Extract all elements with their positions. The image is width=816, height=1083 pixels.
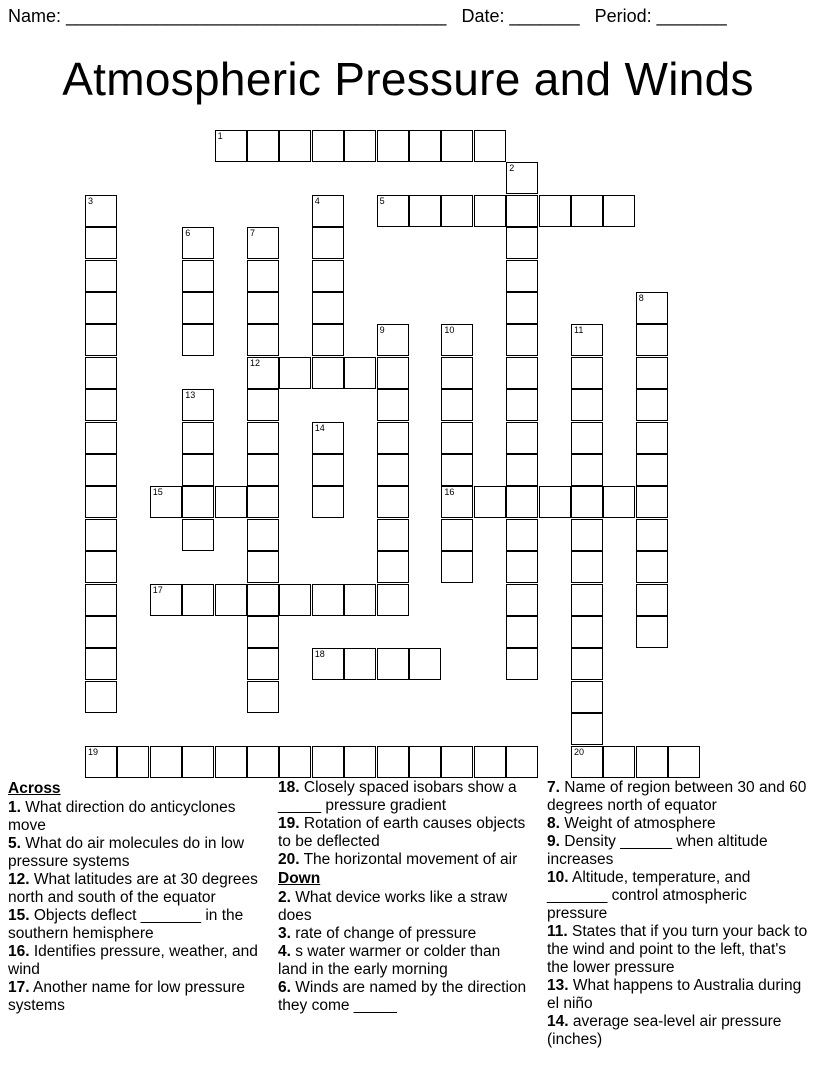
crossword-cell[interactable] [85, 681, 117, 713]
crossword-cell[interactable] [377, 519, 409, 551]
crossword-cell[interactable] [182, 584, 214, 616]
clue-item-number: 5. [8, 835, 21, 852]
crossword-cell[interactable] [474, 746, 506, 778]
crossword-cell[interactable] [247, 389, 279, 421]
clue-number: 1 [217, 131, 223, 141]
clue-number: 10 [444, 325, 455, 336]
crossword-cell[interactable] [377, 746, 409, 778]
crossword-cell[interactable] [312, 260, 344, 292]
clue-item-text: Rotation of earth causes objects to be deflected [278, 815, 526, 850]
crossword-cell[interactable] [150, 746, 182, 778]
crossword-cell[interactable] [377, 324, 409, 356]
clue-item-text: Altitude, temperature, and _______ control atmospheric pressure [547, 869, 751, 922]
crossword-cell[interactable] [247, 681, 279, 713]
clue-item [547, 833, 809, 869]
clue-number: 12 [250, 357, 261, 368]
crossword-cell[interactable] [279, 357, 311, 389]
crossword-cell[interactable] [279, 746, 311, 778]
name-label: Name: [8, 6, 62, 26]
crossword-cell[interactable] [344, 746, 376, 778]
crossword-cell[interactable] [279, 584, 311, 616]
crossword-cell[interactable] [117, 746, 149, 778]
crossword-cell[interactable] [441, 324, 473, 356]
crossword-cell[interactable] [247, 648, 279, 680]
crossword-cell[interactable] [247, 616, 279, 648]
crossword-cell[interactable] [506, 162, 538, 194]
crossword-cell[interactable] [182, 227, 214, 259]
crossword-cell[interactable] [182, 422, 214, 454]
clue-item [547, 869, 809, 923]
crossword-cell[interactable] [377, 648, 409, 680]
crossword-cell[interactable] [344, 130, 376, 162]
clue-item-text: What latitudes are at 30 degrees north and south of the equator [8, 871, 258, 906]
crossword-cell[interactable] [312, 130, 344, 162]
crossword-cell[interactable] [506, 486, 538, 518]
crossword-cell[interactable] [539, 195, 571, 227]
crossword-cell[interactable] [571, 486, 603, 518]
crossword-cell[interactable] [85, 584, 117, 616]
crossword-cell[interactable] [182, 292, 214, 324]
crossword-cell[interactable] [441, 195, 473, 227]
crossword-cell[interactable] [441, 357, 473, 389]
clue-item-number: 9. [547, 833, 560, 850]
clue-number: 11 [574, 325, 584, 336]
crossword-cell[interactable] [571, 422, 603, 454]
clue-number: 6 [185, 228, 191, 239]
clue-item [278, 925, 533, 943]
crossword-cell[interactable] [668, 746, 700, 778]
crossword-cell[interactable] [441, 130, 473, 162]
clue-item-text: What happens to Australia during el niño [547, 977, 802, 1012]
crossword-cell[interactable] [409, 195, 441, 227]
clue-number: 20 [574, 746, 585, 757]
crossword-cell[interactable] [506, 324, 538, 356]
crossword-cell[interactable] [603, 195, 635, 227]
crossword-cell[interactable] [85, 616, 117, 648]
crossword-cell[interactable] [409, 648, 441, 680]
crossword-cell[interactable] [312, 584, 344, 616]
crossword-cell[interactable] [506, 454, 538, 486]
crossword-cell[interactable] [215, 584, 247, 616]
clue-item [547, 1013, 809, 1049]
clue-item-number: 8. [547, 815, 560, 832]
crossword-cell[interactable] [636, 454, 668, 486]
crossword-cell[interactable] [312, 454, 344, 486]
crossword-cell[interactable] [247, 584, 279, 616]
clue-item-number: 20. [278, 851, 300, 868]
clue-item-number: 16. [8, 943, 30, 960]
clue-number: 7 [250, 228, 256, 239]
crossword-cell[interactable] [441, 746, 473, 778]
clue-number: 3 [88, 195, 94, 206]
clue-number: 5 [379, 195, 385, 206]
period-label: Period: [594, 6, 652, 26]
crossword-cell[interactable] [441, 486, 473, 518]
clue-number: 9 [379, 325, 385, 336]
crossword-cell[interactable] [312, 357, 344, 389]
clue-number: 17 [152, 584, 163, 595]
clue-number: 14 [314, 422, 325, 433]
crossword-cell[interactable] [182, 389, 214, 421]
crossword-cell[interactable] [636, 616, 668, 648]
crossword-cell[interactable] [279, 130, 311, 162]
crossword-cell[interactable] [182, 454, 214, 486]
crossword-cell[interactable] [344, 648, 376, 680]
clues-across-column [8, 779, 263, 1015]
crossword-cell[interactable] [636, 486, 668, 518]
crossword-cell[interactable] [377, 195, 409, 227]
crossword-cell[interactable] [215, 486, 247, 518]
crossword-cell[interactable] [506, 389, 538, 421]
crossword-cell[interactable] [474, 130, 506, 162]
crossword-cell[interactable] [506, 260, 538, 292]
crossword-cell[interactable] [182, 486, 214, 518]
clue-item-text: What direction do anticyclones move [8, 799, 236, 834]
crossword-cell[interactable] [85, 357, 117, 389]
crossword-cell[interactable] [441, 422, 473, 454]
crossword-cell[interactable] [506, 292, 538, 324]
clue-item-number: 7. [547, 779, 560, 796]
clue-item [278, 943, 533, 979]
crossword-cell[interactable] [85, 648, 117, 680]
crossword-cell[interactable] [85, 324, 117, 356]
clue-number: 19 [88, 746, 99, 757]
clue-item-text: The horizontal movement of air [303, 851, 518, 868]
crossword-cell[interactable] [247, 357, 279, 389]
clue-item-number: 11. [547, 923, 568, 940]
clue-item [278, 889, 533, 925]
clue-item-number: 18. [278, 779, 300, 796]
clue-item [547, 779, 809, 815]
crossword-cell[interactable] [506, 616, 538, 648]
clue-item-text: Another name for low pressure systems [8, 979, 245, 1014]
clue-number: 15 [152, 487, 163, 498]
crossword-cell[interactable] [636, 324, 668, 356]
crossword-cell[interactable] [441, 454, 473, 486]
crossword-cell[interactable] [247, 746, 279, 778]
clue-item-text: s water warmer or colder than land in the early morning [278, 943, 501, 978]
down-clue-list [278, 889, 533, 1015]
crossword-cell[interactable] [85, 551, 117, 583]
crossword-cell[interactable] [377, 422, 409, 454]
crossword-cell[interactable] [85, 227, 117, 259]
clue-item [547, 977, 809, 1013]
crossword-cell[interactable] [506, 746, 538, 778]
crossword-cell[interactable] [85, 486, 117, 518]
clue-item-text: average sea-level air pressure (inches) [547, 1013, 782, 1048]
crossword-cell[interactable] [312, 486, 344, 518]
crossword-cell[interactable] [247, 422, 279, 454]
crossword-cell[interactable] [409, 130, 441, 162]
crossword-cell[interactable] [441, 519, 473, 551]
crossword-cell[interactable] [571, 713, 603, 745]
clue-item [278, 815, 533, 851]
crossword-cell[interactable] [539, 486, 571, 518]
clue-item-text: Winds are named by the direction they come _____ [278, 979, 527, 1014]
crossword-cell[interactable] [247, 454, 279, 486]
clue-item-number: 17. [8, 979, 30, 996]
crossword-cell[interactable] [247, 486, 279, 518]
crossword-cell[interactable] [85, 292, 117, 324]
crossword-cell[interactable] [571, 681, 603, 713]
clue-item-number: 3. [278, 925, 291, 942]
crossword-cell[interactable] [506, 519, 538, 551]
crossword-cell[interactable] [636, 422, 668, 454]
crossword-cell[interactable] [150, 486, 182, 518]
crossword-cell[interactable] [344, 357, 376, 389]
clue-item-text: Density ______ when altitude increases [547, 833, 768, 868]
clue-number: 8 [638, 293, 644, 303]
clue-item-text: What do air molecules do in low pressure systems [8, 835, 245, 870]
crossword-cell[interactable] [85, 389, 117, 421]
crossword-cell[interactable] [603, 746, 635, 778]
crossword-cell[interactable] [636, 551, 668, 583]
crossword-cell[interactable] [377, 130, 409, 162]
crossword-cell[interactable] [247, 130, 279, 162]
crossword-cell[interactable] [247, 551, 279, 583]
period-blank[interactable]: _______ [656, 6, 727, 26]
crossword-cell[interactable] [636, 389, 668, 421]
crossword-cell[interactable] [150, 584, 182, 616]
crossword-cell[interactable] [247, 260, 279, 292]
across-clue-list [8, 799, 263, 1015]
down-clue-list-continued [547, 779, 809, 1049]
clue-item [278, 779, 533, 815]
clue-item [8, 943, 263, 979]
crossword-cell[interactable] [506, 584, 538, 616]
across-clue-list-continued [278, 779, 533, 869]
crossword-cell[interactable] [215, 130, 247, 162]
crossword-cell[interactable] [506, 227, 538, 259]
page-title: Atmospheric Pressure and Winds [62, 53, 754, 105]
crossword-cell[interactable] [636, 519, 668, 551]
clue-item [278, 851, 533, 869]
clue-item [8, 835, 263, 871]
crossword-cell[interactable] [474, 195, 506, 227]
clue-item-text: Weight of atmosphere [564, 815, 716, 832]
crossword-cell[interactable] [85, 519, 117, 551]
crossword-cell[interactable] [85, 195, 117, 227]
clues-middle-column [278, 779, 533, 1015]
crossword-cell[interactable] [441, 389, 473, 421]
crossword-cell[interactable] [506, 357, 538, 389]
crossword-cell[interactable] [506, 648, 538, 680]
crossword-cell[interactable] [312, 292, 344, 324]
crossword-cell[interactable] [377, 551, 409, 583]
crossword-cell[interactable] [571, 195, 603, 227]
clue-item-number: 2. [278, 889, 291, 906]
clue-item-number: 4. [278, 943, 291, 960]
clue-item-text: Identifies pressure, weather, and wind [8, 943, 258, 978]
crossword-cell[interactable] [215, 746, 247, 778]
crossword-cell[interactable] [571, 519, 603, 551]
crossword-cell[interactable] [377, 357, 409, 389]
crossword-cell[interactable] [571, 357, 603, 389]
clue-item-text: Name of region between 30 and 60 degrees north of equator [547, 779, 807, 814]
date-label: Date: [461, 6, 505, 26]
clue-item [8, 979, 263, 1015]
crossword-cell[interactable] [247, 292, 279, 324]
crossword-cell[interactable] [636, 584, 668, 616]
clue-item-text: Objects deflect _______ in the southern hemisphere [8, 907, 244, 942]
crossword-cell[interactable] [377, 584, 409, 616]
crossword-cell[interactable] [182, 519, 214, 551]
crossword-cell[interactable] [85, 260, 117, 292]
clue-number: 4 [314, 195, 320, 206]
clue-item-number: 1. [8, 799, 21, 816]
crossword-cell[interactable] [312, 746, 344, 778]
crossword-cell[interactable] [506, 422, 538, 454]
clue-item [278, 979, 533, 1015]
across-heading: Across [8, 780, 61, 797]
clue-number: 18 [314, 649, 325, 660]
clue-item-text: States that if you turn your back to the wind and point to the left, that's the lower pressure [547, 923, 808, 976]
crossword-cell[interactable] [85, 422, 117, 454]
crossword-cell[interactable] [377, 454, 409, 486]
clues-down-column [547, 779, 809, 1049]
crossword-cell[interactable] [474, 486, 506, 518]
crossword-cell[interactable] [182, 260, 214, 292]
crossword-cell[interactable] [603, 486, 635, 518]
clue-item-number: 13. [547, 977, 569, 994]
crossword-cell[interactable] [571, 584, 603, 616]
crossword-cell[interactable] [571, 324, 603, 356]
crossword-cell[interactable] [312, 324, 344, 356]
crossword-cell[interactable] [636, 746, 668, 778]
clue-item [8, 799, 263, 835]
crossword-cell[interactable] [85, 746, 117, 778]
crossword-cell[interactable] [85, 454, 117, 486]
crossword-cell[interactable] [571, 551, 603, 583]
down-heading: Down [278, 870, 321, 887]
crossword-cell[interactable] [506, 551, 538, 583]
clue-number: 13 [185, 390, 196, 401]
clue-item-number: 12. [8, 871, 30, 888]
clue-item [8, 907, 263, 943]
clue-item-number: 6. [278, 979, 291, 996]
crossword-cell[interactable] [506, 195, 538, 227]
clue-item [547, 815, 809, 833]
crossword-cell[interactable] [377, 486, 409, 518]
date-blank[interactable]: _______ [509, 6, 580, 26]
crossword-cell[interactable] [377, 389, 409, 421]
crossword-cell[interactable] [571, 454, 603, 486]
clue-item [8, 871, 263, 907]
clue-item [547, 923, 809, 977]
crossword-cell[interactable] [441, 551, 473, 583]
clue-item-number: 15. [8, 907, 30, 924]
crossword-cell[interactable] [344, 584, 376, 616]
clue-number: 2 [509, 163, 515, 174]
crossword-cell[interactable] [571, 648, 603, 680]
crossword-cell[interactable] [312, 195, 344, 227]
clue-item-text: rate of change of pressure [295, 925, 477, 942]
clue-item-text: What device works like a straw does [278, 889, 508, 924]
clue-item-text: Closely spaced isobars show a _____ pressure gradient [278, 779, 517, 814]
crossword-cell[interactable] [247, 519, 279, 551]
student-info-header [8, 6, 727, 27]
clue-item-number: 14. [547, 1013, 569, 1030]
crossword-cell[interactable] [182, 324, 214, 356]
crossword-cell[interactable] [571, 746, 603, 778]
crossword-cell[interactable] [312, 648, 344, 680]
crossword-cell[interactable] [182, 746, 214, 778]
crossword-cell[interactable] [247, 324, 279, 356]
crossword-cell[interactable] [312, 227, 344, 259]
crossword-cell[interactable] [312, 422, 344, 454]
crossword-cell[interactable] [636, 292, 668, 324]
crossword-cell[interactable] [409, 746, 441, 778]
crossword-cell[interactable] [571, 389, 603, 421]
clue-item-number: 10. [547, 869, 569, 886]
crossword-cell[interactable] [571, 616, 603, 648]
clue-number: 16 [444, 487, 455, 498]
name-blank[interactable]: ______________________________________ [66, 6, 447, 26]
crossword-cell[interactable] [636, 357, 668, 389]
clue-item-number: 19. [278, 815, 300, 832]
crossword-cell[interactable] [247, 227, 279, 259]
